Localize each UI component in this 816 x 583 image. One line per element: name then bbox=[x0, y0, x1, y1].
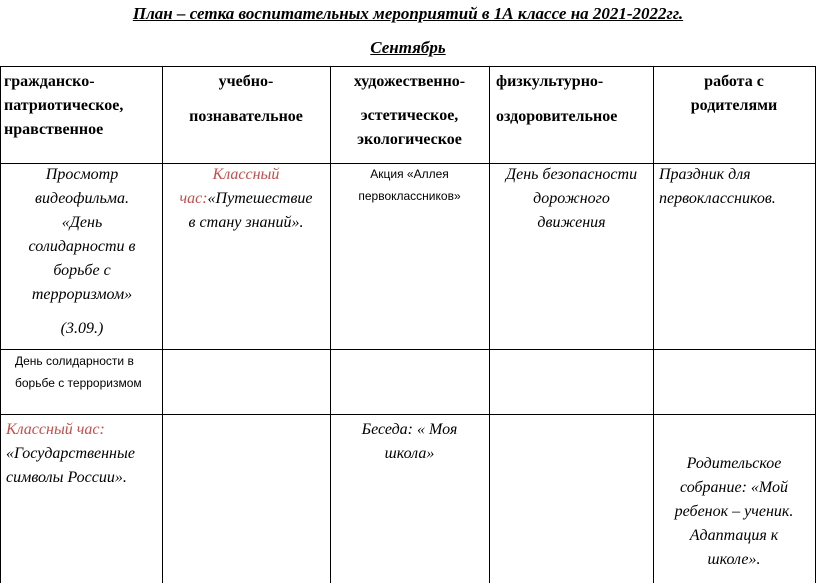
row1-civic-cell: Просмотр видеофильма. «День солидарности в борьбе с терроризмом» (3.09.) bbox=[28, 166, 136, 337]
header-artistic: художественно- эстетическое, экологическое bbox=[353, 73, 466, 148]
header-educational: учебно- познавательное bbox=[189, 73, 303, 125]
row1-parents-cell: Праздник для первоклассников. bbox=[659, 166, 776, 207]
table-row-divider bbox=[0, 414, 816, 415]
table-col-divider bbox=[653, 66, 654, 583]
header-sport: физкультурно- оздоровительное bbox=[496, 73, 618, 125]
table-col-divider bbox=[489, 66, 490, 583]
header-parents: работа с родителями bbox=[690, 73, 778, 114]
table-col-divider bbox=[330, 66, 331, 583]
row1-educational-cell: Классный час:«Путешествие в стану знаний». bbox=[179, 166, 313, 231]
table-border-top bbox=[0, 66, 816, 67]
table-border-left bbox=[0, 66, 1, 583]
table-col-divider bbox=[162, 66, 163, 583]
row1-sport-cell: День безопасности дорожного движения bbox=[505, 166, 638, 231]
row3-artistic-cell: Беседа: « Моя школа» bbox=[361, 421, 458, 462]
row3-parents-cell: Родительское собрание: «Мой ребенок – ученик. Адаптация к школе». bbox=[674, 455, 794, 568]
month-heading: Сентябрь bbox=[370, 38, 446, 57]
row1-artistic-cell: Акция «Аллея первоклассников» bbox=[358, 167, 461, 203]
page-title: План – сетка воспитательных мероприятий в 1А классе на 2021-2022гг. bbox=[132, 4, 684, 23]
row2-civic-cell: День солидарности в борьбе с терроризмом bbox=[15, 354, 142, 390]
header-civic: гражданско- патриотическое, нравственное bbox=[4, 73, 124, 138]
row3-civic-cell: Классный час: «Государственные символы России». bbox=[6, 421, 135, 486]
